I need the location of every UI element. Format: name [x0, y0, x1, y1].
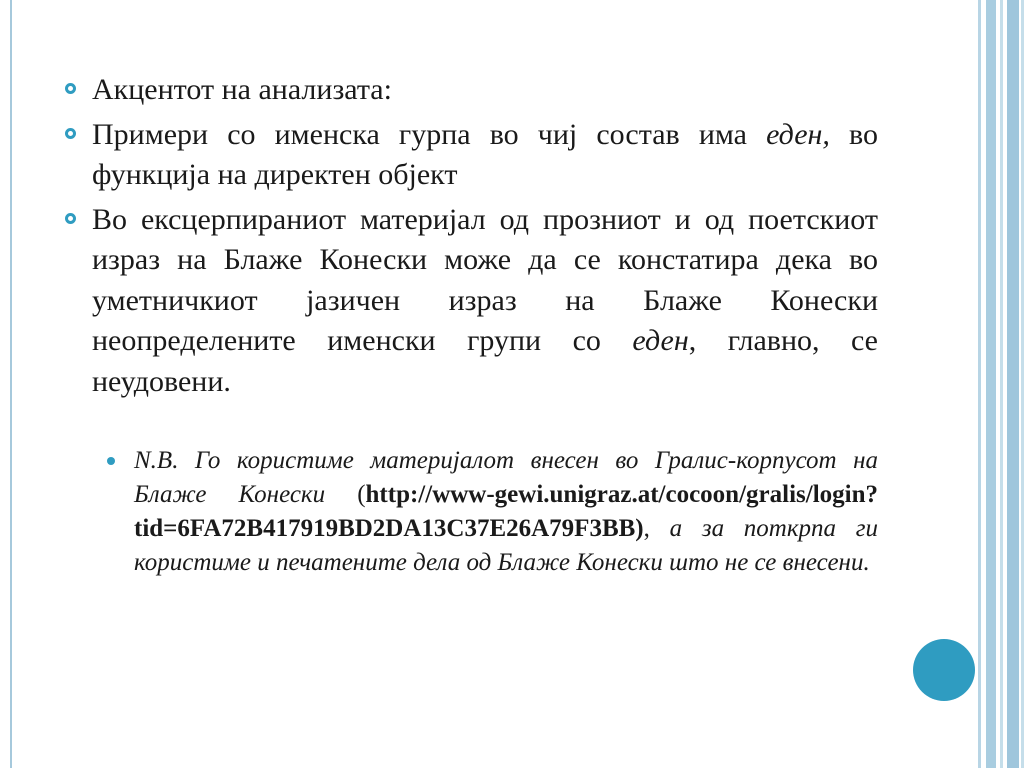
- stripe: [986, 0, 996, 768]
- note-text: а за поткрпа ги користиме и печатените дела од Блаже Конески што не се внесени.: [134, 515, 878, 576]
- dot-bullet-icon: [107, 457, 115, 465]
- note-text: ,: [643, 515, 670, 542]
- bullet-text: Примери со именска гурпа во чиј состав има: [92, 117, 767, 151]
- bullet-item: [64, 115, 878, 196]
- decorative-circle: [913, 639, 975, 701]
- bullet-item: [64, 70, 878, 111]
- bullet-text: во функција на директен објект: [92, 117, 878, 191]
- italic-term: еден,: [766, 117, 830, 151]
- sub-bullet-note: [64, 444, 878, 580]
- note-text: (: [325, 481, 366, 508]
- ring-bullet-icon: [65, 213, 76, 224]
- bullet-text: Акцентот на анализата:: [92, 73, 392, 106]
- slide-content: [64, 70, 878, 580]
- stripe: [1000, 0, 1003, 768]
- stripe: [1007, 0, 1019, 768]
- bullet-item: [64, 200, 878, 403]
- decorative-stripes: [978, 0, 1024, 768]
- bullet-text: , главно, се неудовени.: [92, 324, 878, 398]
- corpus-url-link[interactable]: http://www-gewi.unigraz.at/cocoon/gralis/login?tid=6FA72B417919BD2DA13C37E26A79F3BB): [134, 481, 878, 542]
- italic-term: еден: [632, 324, 689, 357]
- stripe: [978, 0, 981, 768]
- bullet-text: Во ексцерпираниот материјал од прозниот и од поетскиот израз на Блаже Конески може да се констатира дека во уметничкиот јазичен израз на Блаже Конески неопределените именски групи со: [92, 202, 878, 357]
- ring-bullet-icon: [65, 83, 76, 94]
- note-text: N.B. Го користиме материјалот внесен во Гралис-корпусот на Блаже Конески: [134, 447, 878, 508]
- ring-bullet-icon: [65, 128, 76, 139]
